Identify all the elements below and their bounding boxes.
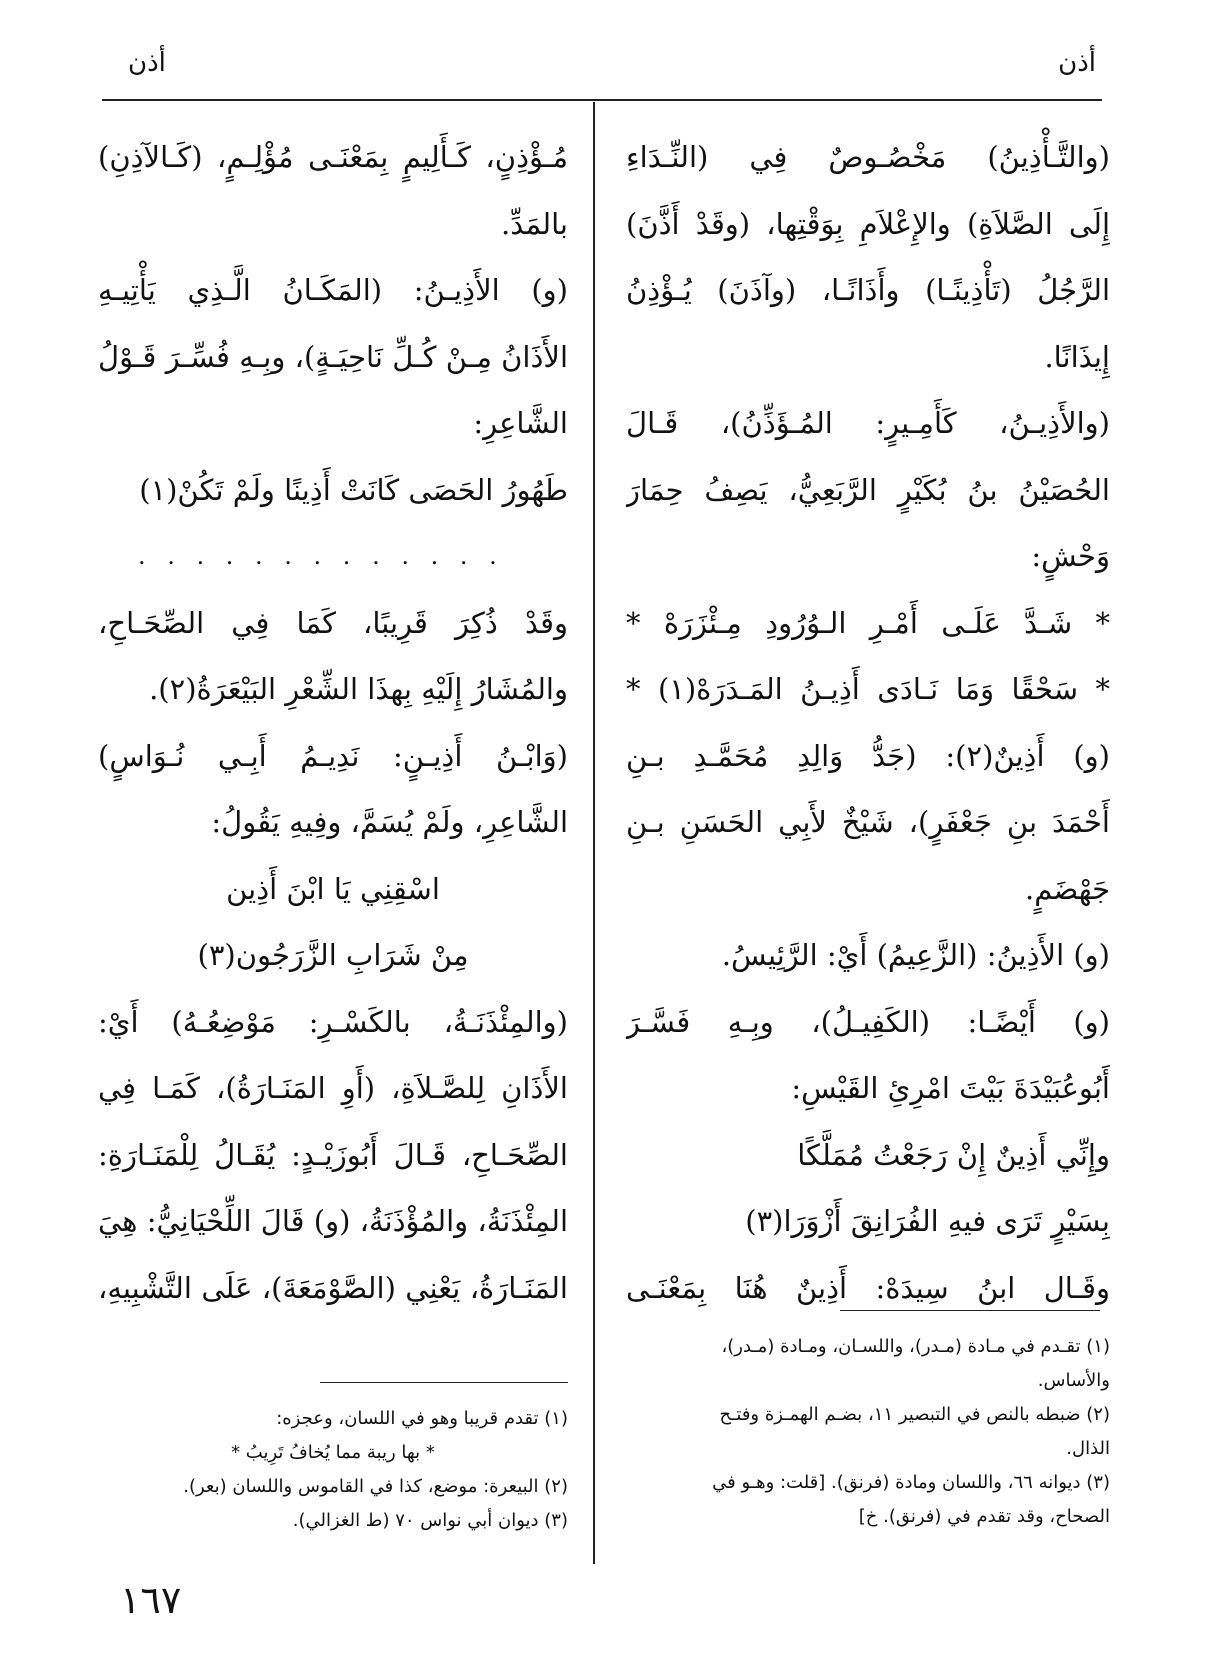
verse-line: طَهُورُ الحَصَى كَانَتْ أَذِينًا ولَمْ تَكُنْ(١) [139,472,568,507]
text-line: الشَّاعِرِ: [473,406,568,440]
verse-line: مِنْ شَرَابِ الزَّرَجُون(٣) [197,938,469,972]
text-line: (و) الأَذِينُ: (الزَّعِيمُ) أَيْ: الرَّئِيسُ. [721,938,1110,972]
text-line: (و) الأَذِيـنُ: (المَكَـانُ الَّـذِي يَأْتِيـهِ [98,273,568,307]
footnote-line: (٣) ديوانه ٦٦، واللسان ومادة (فرنق). [قلت: وهـو في [712,1472,1110,1493]
text-line: أَحْمَدَ بنِ جَعْفَرٍ)، شَيْخٌ لأَبِي الحَسَنِ بـنِ [626,805,1110,839]
verse-line: بِسَيْرٍ تَرَى فيهِ الفُرَانِقَ أَزْوَرَا(٣) [745,1204,1110,1238]
text-line: (والمِئْذَنَـةُ، بالكَسْـرِ: مَوْضِعُـهُ) أَيْ: [98,1004,568,1039]
text-line: (والأَذِيـنُ، كَأَمِـيرٍ: المُـؤَذِّنُ)، قَـالَ [626,406,1110,440]
footnote-rule-right [840,1310,1100,1311]
text-line: (والتَّـأْذِينُ) مَخْصُـوصٌ فِي (النِّـدَاءِ [626,140,1110,174]
footnote-line: (١) تقدم قريبا وهو في اللسان، وعجزه: [276,1408,568,1429]
verse-line: * سَحْقًا وَمَا نَـادَى أَذِيـنُ المَـدَرَهْ(١) * [626,672,1110,706]
verse-line: * شَـدَّ عَلَـى أَمْـرِ الـوُرُودِ مِـئْزَرَهْ * [626,605,1110,640]
text-line: المِئْذَنَةُ، والمُؤْذَنَةُ، (و) قَالَ اللِّحْيَانِيُّ: هِيَ [98,1204,568,1238]
text-line: الحُصَيْنُ بنُ بُكَيْرٍ الرَّبَعِيُّ، يَصِفُ حِمَارَ [626,472,1110,507]
footnote-verse: * بها ريبة مما يُخافُ تَرِيبُ * [231,1442,435,1463]
footnote-line: والأساس. [1037,1370,1110,1391]
text-line: الأَذَانُ مِـنْ كُـلِّ نَاحِيَـةٍ)، وبِـهِ فُسِّـرَ قَـوْلُ [98,339,568,374]
text-line: (وَابْـنُ أَذِيـنٍ: نَدِيـمُ أَبِـي نُـوَاسٍ) [98,738,568,773]
footnote-line: (١) تقـدم في مـادة (مـدر)، واللسـان، ومـادة (مـدر)، [721,1336,1110,1357]
text-line: إِلَى الصَّلاَةِ) والإِعْلاَمِ بِوَقْتِها، (وقَدْ أَذَّنَ) [626,206,1110,241]
header-rule [102,99,1102,101]
text-line: وقَـال ابنُ سِيدَهْ: أَذِينٌ هُنَا بِمَعْنَـى [626,1270,1110,1305]
page-number: ١٦٧ [120,1578,182,1622]
header-root-word-right: أذن [1058,48,1096,78]
footnote-line: (٣) ديوان أبي نواس ٧٠ (ط الغزالي). [292,1510,568,1531]
header-root-word-left: أذن [128,48,166,78]
text-line: (و) أَذِينٌ(٢): (جَدُّ وَالِدِ مُحَمَّـدِ بـنِ [626,738,1110,773]
footnotes-left [98,1402,568,1538]
verse-line: اسْقِنِي يَا ابْنَ أَذِين [226,871,440,906]
right-column [626,124,1110,1321]
column-separator [593,102,595,1564]
left-column [98,124,568,1321]
text-line: مُـؤْذِنٍ، كَـأَلِيمٍ بِمَعْنَـى مُؤْلِـمٍ، (كَـالآذِنِ) [98,140,568,174]
text-line: وَحْشٍ: [1031,539,1110,573]
text-line: والمُشَارُ إِلَيْهِ بِهذَا الشِّعْرِ البَيْعَرَةُ(٢). [149,672,568,706]
footnote-line: الذال. [1066,1438,1110,1459]
footnote-line: (٢) ضبطه بالنص في التبصير ١١، بضـم الهمـزة وفتـح [719,1404,1110,1425]
footnotes-right [626,1330,1110,1534]
text-line: إِيذَانًا. [1044,339,1110,374]
text-line: أَبُوعُبَيْدَةَ بَيْتَ امْرِئِ القَيْسِ: [791,1071,1110,1105]
verse-line: وإِنِّي أَذِينٌ إِنْ رَجَعْتُ مُمَلَّكًا [797,1137,1110,1172]
text-line: الشَّاعِرِ، ولَمْ يُسَمَّ، وفِيهِ يَقُولُ: [211,805,568,839]
text-line: جَهْضَمٍ. [1025,871,1110,906]
text-line: بالمَدِّ. [501,206,568,241]
text-line: (و) أَيْضًـا: (الكَفِيـلُ)، وبِـهِ فَسَّـرَ [626,1004,1110,1039]
text-line: المَنَـارَةُ، يَعْنِي (الصَّوْمَعَةَ)، عَلَى التَّشْبِيهِ، [98,1270,568,1305]
text-line: الأَذَانِ لِلصَّـلاَةِ، (أَوِ المَنَـارَةُ)، كَمَـا فِي [98,1071,568,1105]
text-line: الرَّجُلُ (تَأْذِينًـا) وأَذَانًـا، (وآذَنَ) يُـؤْذِنُ [626,273,1110,307]
text-line: وقَدْ ذُكِرَ قَرِيبًا، كَمَا فِي الصِّحَـاحِ، [98,605,568,640]
ellipsis-dots: . . . . . . . . . . . . . [138,542,504,570]
text-line: الصِّحَـاحِ، قَـالَ أَبُوزَيْـدٍ: يُقَـالُ لِلْمَنَـارَةِ: [98,1137,568,1172]
footnote-line: (٢) البيعرة: موضع، كذا في القاموس واللسان (بعر). [183,1476,568,1497]
footnote-rule-left [320,1382,568,1383]
footnote-line: الصحاح، وقد تقدم في (فرنق). خ] [858,1506,1110,1527]
